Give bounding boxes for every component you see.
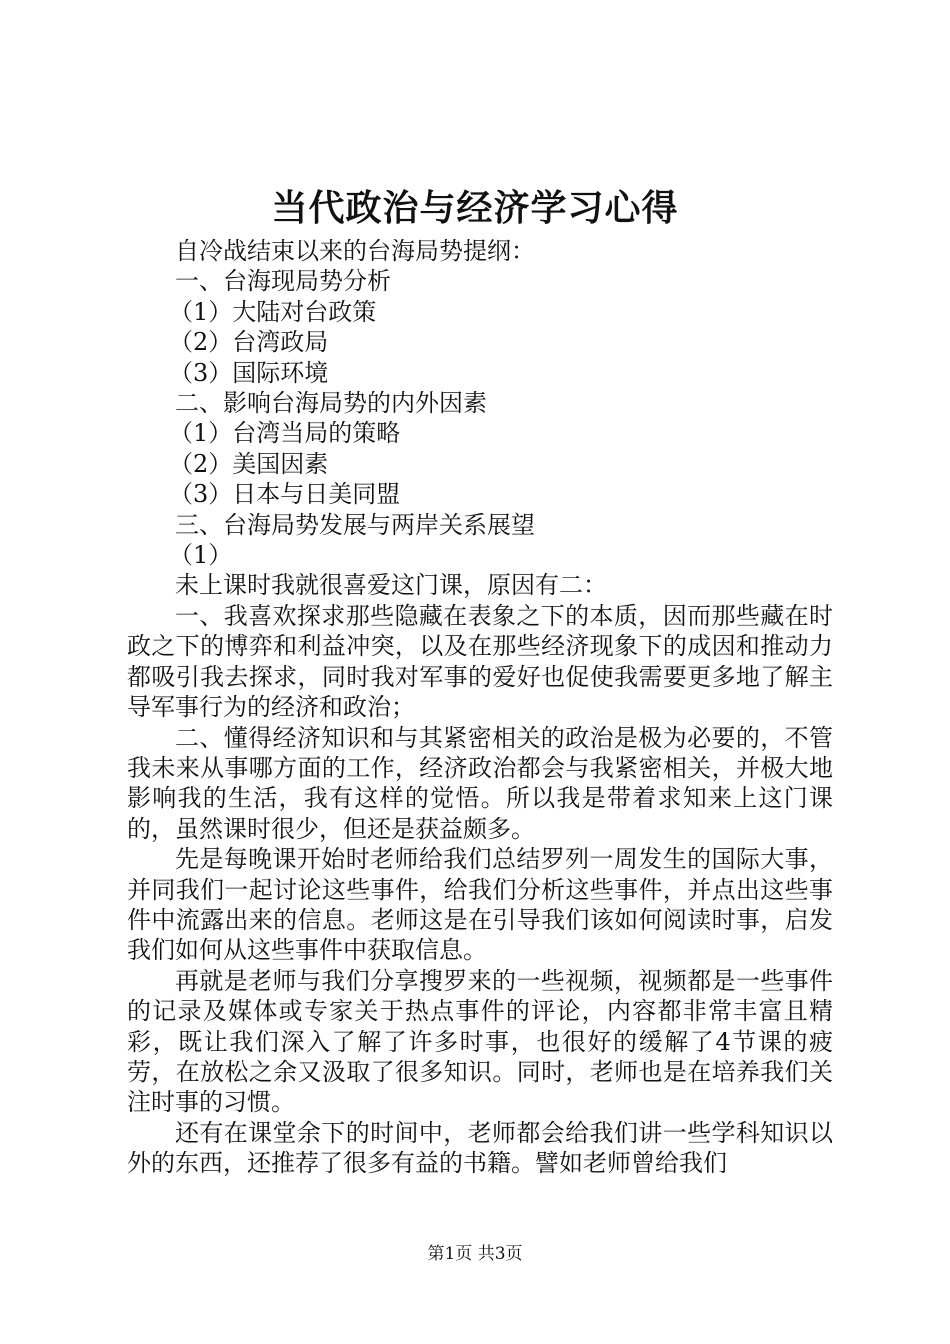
outline-item-3-1: （1）: [169, 541, 233, 570]
paragraph: 先是每晚课开始时老师给我们总结罗列一周发生的国际大事，并同我们一起讨论这些事件，给我们分析这些事件，并点出这些事件中流露出来的信息。老师这是在引导我们该如何阅读时事，启发我们如何从这些事件中获取信息。: [127, 845, 833, 965]
outline-item-1-1: （1）大陆对台政策: [169, 297, 377, 326]
outline-item-1-2: （2）台湾政局: [169, 328, 329, 357]
outline-heading-3: 三、台海局势发展与两岸关系展望: [175, 510, 535, 539]
outline-heading-1: 一、台海现局势分析: [175, 267, 391, 296]
page-footer: 第1页 共3页: [427, 1244, 523, 1264]
outline-intro: 自冷战结束以来的台海局势提纲：: [175, 237, 535, 265]
document-title: 当代政治与经济学习心得: [271, 187, 679, 229]
paragraph: 未上课时我就很喜爱这门课，原因有二：: [175, 571, 607, 600]
outline-item-2-2: （2）美国因素: [169, 449, 329, 478]
paragraph: 一、我喜欢探求那些隐藏在表象之下的本质，因而那些藏在时政之下的博弈和利益冲突，以及在那些经济现象下的成因和推动力都吸引我去探求，同时我对军事的爱好也促使我需要更多地了解主导军事行为的经济和政治；: [127, 601, 833, 722]
outline-item-1-3: （3）国际环境: [169, 358, 329, 387]
paragraph: 二、懂得经济知识和与其紧密相关的政治是极为必要的，不管我未来从事哪方面的工作，经济政治都会与我紧密相关，并极大地影响我的生活，我有这样的觉悟。所以我是带着求知来上这门课的，虽然课时很少，但还是获益颇多。: [127, 723, 833, 843]
paragraph: 还有在课堂余下的时间中，老师都会给我们讲一些学科知识以外的东西，还推荐了很多有益的书籍。譬如老师曾给我们: [127, 1118, 833, 1178]
document-body: [127, 236, 833, 1179]
paragraph: 再就是老师与我们分享搜罗来的一些视频，视频都是一些事件的记录及媒体或专家关于热点事件的评论，内容都非常丰富且精彩，既让我们深入了解了许多时事，也很好的缓解了4节课的疲劳，在放松之余又汲取了很多知识。同时，老师也是在培养我们关注时事的习惯。: [127, 966, 833, 1117]
outline-item-2-3: （3）日本与日美同盟: [169, 480, 401, 509]
outline-item-2-1: （1）台湾当局的策略: [169, 419, 401, 448]
outline-heading-2: 二、影响台海局势的内外因素: [175, 389, 487, 418]
